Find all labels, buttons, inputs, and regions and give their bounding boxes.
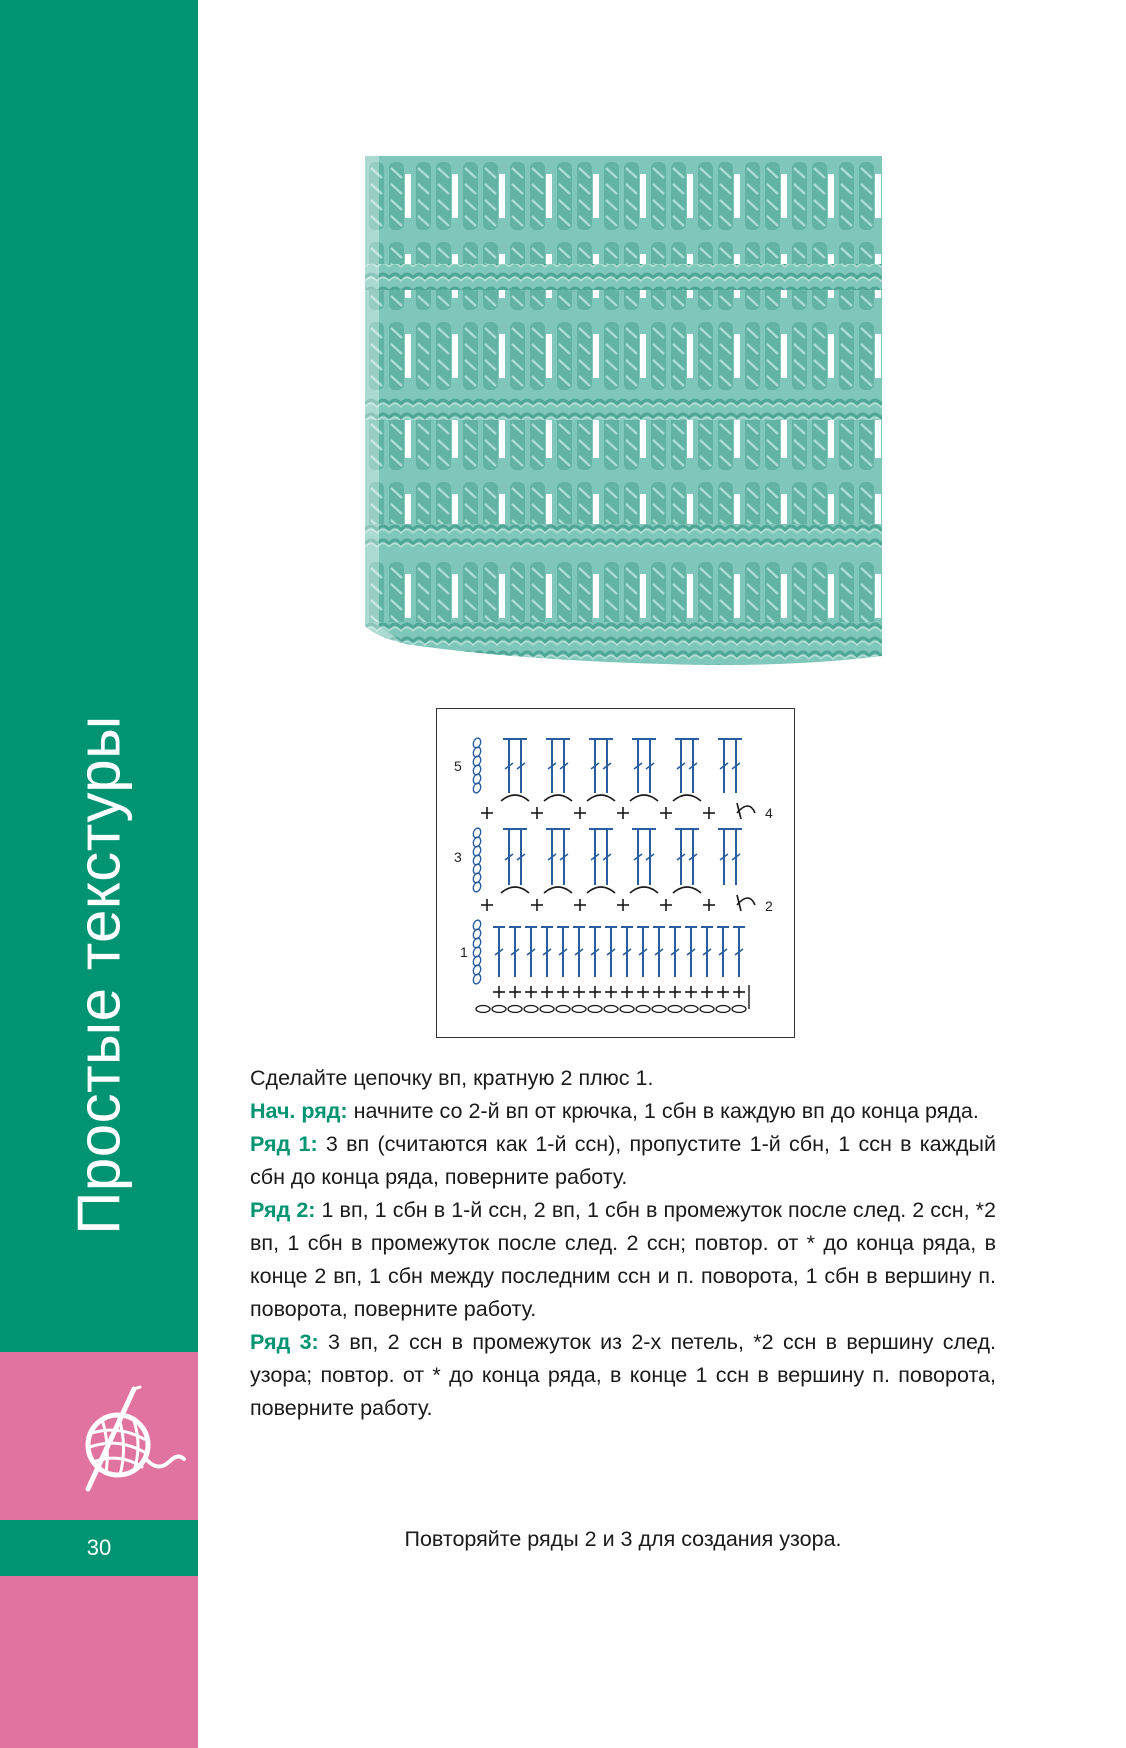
chain-arch-symbol [501, 795, 529, 801]
row-label: Нач. ряд: [250, 1099, 348, 1123]
foundation-row [250, 1095, 996, 1128]
chain-stitch-symbol [636, 1006, 650, 1013]
chain-stitch-symbol [604, 1006, 618, 1013]
row-text: 3 вп, 2 ссн в промежуток из 2-х петель, *2 ссн в вершину след. узора; повтор. от * до конца ряда, в конце 1 ссн в вершину п. поворота, поверните работу. [250, 1330, 997, 1420]
chain-arch-symbol [630, 795, 658, 801]
row-1 [250, 1128, 996, 1194]
row-text: начните со 2-й вп от крючка, 1 сбн в каждую вп до конца ряда. [347, 1099, 979, 1123]
chain-arch-symbol [501, 887, 529, 893]
sidebar-pink-bottom [0, 1576, 198, 1748]
chain-stitch-symbol [476, 1006, 490, 1013]
row-label-1: 1 [460, 944, 468, 960]
crochet-diagram [436, 708, 795, 1038]
chain-stitch-symbol [668, 1006, 682, 1013]
repeat-note: Повторяйте ряды 2 и 3 для создания узора. [404, 1527, 842, 1551]
section-title: Простые текстуры [65, 715, 133, 1235]
row-label-3: 3 [454, 849, 462, 865]
row-label: Ряд 1: [250, 1132, 318, 1156]
turning-chain-mark [737, 895, 741, 911]
sidebar [0, 0, 198, 1748]
row-label-5: 5 [454, 758, 462, 774]
chain-arch-symbol [544, 795, 572, 801]
crochet-sample-photo [365, 156, 882, 676]
chain-arch-symbol [587, 795, 615, 801]
yarn-ball-icon [72, 1385, 188, 1495]
chain-stitch-symbol [492, 1006, 506, 1013]
page-number: 30 [86, 1535, 112, 1560]
chain-stitch-symbol [588, 1006, 602, 1013]
chain-arch-symbol [673, 795, 701, 801]
chain-stitch-symbol [620, 1006, 634, 1013]
turning-chain-mark [737, 803, 741, 819]
chain-stitch-symbol [652, 1006, 666, 1013]
row-text: 1 вп, 1 сбн в 1-й ссн, 2 вп, 1 сбн в промежуток после след. 2 ссн, *2 вп, 1 сбн в промежуток после след. 2 ссн; повтор. от * до конца ряда, в конце 2 вп, 1 сбн между последним ссн и п. поворота, 1 сбн в вершину п. поворота, поверните работу. [250, 1198, 997, 1321]
chain-stitch-symbol [700, 1006, 714, 1013]
row-label-2: 2 [765, 898, 773, 914]
chain-stitch-symbol [684, 1006, 698, 1013]
chain-stitch-symbol [572, 1006, 586, 1013]
row-label-4: 4 [765, 805, 773, 821]
row-label: Ряд 2: [250, 1198, 316, 1222]
crochet-chart [437, 709, 794, 1037]
row-label: Ряд 3: [250, 1330, 319, 1354]
chain-stitch-symbol [556, 1006, 570, 1013]
chain-stitch-symbol [508, 1006, 522, 1013]
row-3 [250, 1326, 996, 1425]
chain-stitch-symbol [540, 1006, 554, 1013]
chain-arch-symbol [630, 887, 658, 893]
chain-stitch-symbol [716, 1006, 730, 1013]
chain-arch-symbol [587, 887, 615, 893]
chain-arch-symbol [544, 887, 572, 893]
chain-arch-symbol [673, 887, 701, 893]
chain-stitch-symbol [732, 1006, 746, 1013]
intro-text: Сделайте цепочку вп, кратную 2 плюс 1. [250, 1066, 654, 1090]
instructions [250, 1062, 996, 1425]
row-text: 3 вп (считаются как 1-й ссн), пропустите 1-й сбн, 1 ссн в каждый сбн до конца ряда, поверните работу. [250, 1132, 996, 1189]
row-2 [250, 1194, 996, 1326]
chain-stitch-symbol [524, 1006, 538, 1013]
